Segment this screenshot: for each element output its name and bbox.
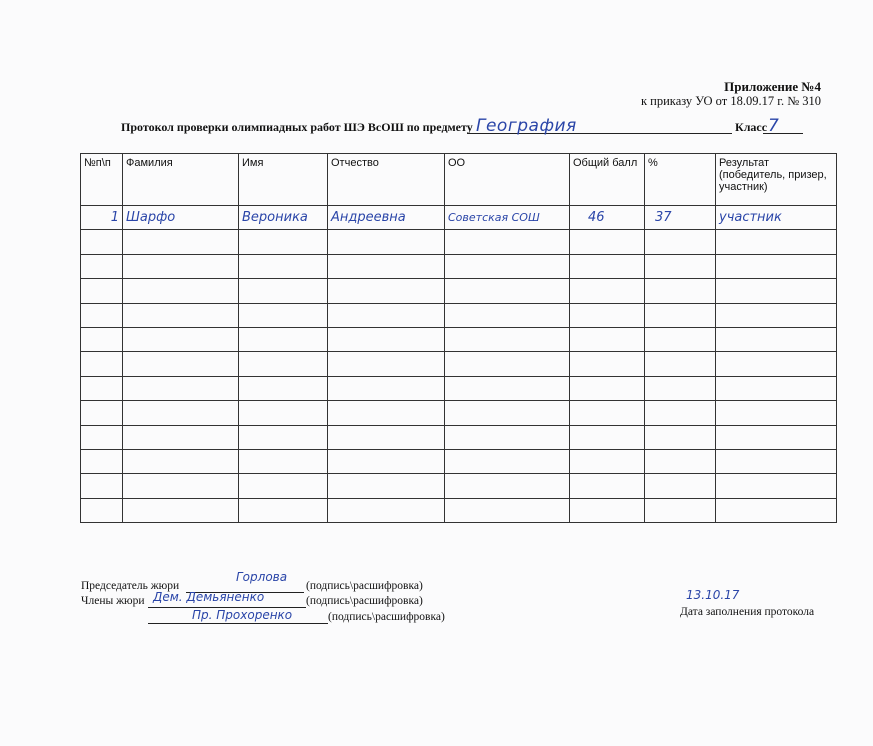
table-row — [81, 401, 837, 425]
header-patronymic: Отчество — [328, 154, 445, 206]
row-total-score: 46 — [570, 206, 645, 230]
results-table — [80, 153, 837, 523]
fill-date-label: Дата заполнения протокола — [680, 606, 815, 618]
table-row — [81, 498, 837, 522]
chairman-signature: Горлова — [236, 570, 288, 584]
table-row — [81, 303, 837, 327]
row-name: Вероника — [239, 206, 328, 230]
table-header-row — [81, 154, 837, 206]
header-school: ОО — [445, 154, 570, 206]
members-label: Члены жюри — [81, 595, 145, 607]
class-value: 7 — [768, 116, 779, 136]
appendix-title: Приложение №4 — [724, 79, 821, 94]
row-result: участник — [716, 206, 837, 230]
table-row — [81, 230, 837, 254]
chairman-sig-note: (подпись\расшифровка) — [306, 580, 423, 592]
fill-date: 13.10.17 — [686, 588, 740, 602]
table-row — [81, 206, 837, 230]
member1-signature: Дем. Демьяненко — [153, 590, 265, 604]
header-percent: % — [645, 154, 716, 206]
row-number: 1 — [81, 206, 123, 230]
header-total-score: Общий балл — [570, 154, 645, 206]
header-surname: Фамилия — [123, 154, 239, 206]
header-number: №п\п — [81, 154, 123, 206]
appendix-order: к приказу УО от 18.09.17 г. № 310 — [640, 94, 821, 108]
table-row — [81, 425, 837, 449]
protocol-title: Протокол проверки олимпиадных работ ШЭ ВсОШ по предмету — [121, 120, 473, 134]
table-row — [81, 352, 837, 376]
chairman-label: Председатель жюри — [81, 580, 180, 592]
member2-signature-line — [148, 623, 328, 624]
row-percent: 37 — [645, 206, 716, 230]
appendix-block — [641, 79, 821, 109]
row-patronymic: Андреевна — [328, 206, 445, 230]
header-name: Имя — [239, 154, 328, 206]
member2-sig-note: (подпись\расшифровка) — [328, 611, 445, 623]
class-label: Класс — [735, 120, 768, 134]
row-surname: Шарфо — [123, 206, 239, 230]
member2-signature: Пр. Прохоренко — [192, 608, 293, 622]
table-row — [81, 449, 837, 473]
table-row — [81, 254, 837, 278]
header-result: Результат (победитель, призер, участник) — [716, 154, 837, 206]
member1-sig-note: (подпись\расшифровка) — [306, 595, 423, 607]
table-row — [81, 376, 837, 400]
table-row — [81, 474, 837, 498]
table-row — [81, 279, 837, 303]
row-school: Советская СОШ — [445, 206, 570, 230]
table-row — [81, 327, 837, 351]
subject-value: География — [476, 116, 577, 136]
